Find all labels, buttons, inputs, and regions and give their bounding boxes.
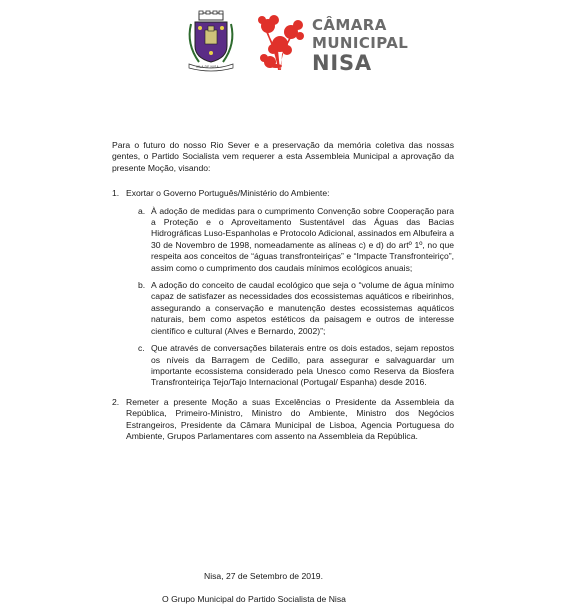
item-number: 2. [112, 396, 120, 407]
list-item [112, 397, 454, 443]
sub-item [138, 206, 454, 274]
municipality-brand [312, 16, 408, 74]
signature-line: O Grupo Municipal do Partido Socialista de Nisa [162, 594, 346, 604]
letterhead [0, 8, 583, 74]
place-and-date: Nisa, 27 de Setembro de 2019. [204, 571, 323, 581]
brand-line-camara: CÂMARA [312, 16, 387, 34]
brand-line-municipal: MUNICIPAL [312, 34, 409, 52]
item-text: Exortar o Governo Português/Ministério do Ambiente: [126, 188, 330, 199]
sub-item-letter: c. [138, 343, 145, 354]
crest-caption: VILA DE NISA [196, 65, 219, 69]
sub-item-letter: a. [138, 205, 146, 216]
sub-item [138, 343, 454, 389]
sub-item-text: Que através de conversações bilaterais entre os dois estados, sejam repostos os níveis da Barragem de Cedillo, para assegurar e salvaguardar um importante ecossistema considerado pela Unesco como Reserva da Biosfera Transfronteiriça Tejo/Tajo Internacional (Portugal/ Espanha) desde 2016. [151, 343, 454, 388]
sub-item-letter: b. [138, 280, 146, 291]
municipal-crest-icon [183, 10, 239, 72]
intro-paragraph: Para o futuro do nosso Rio Sever e a preservação da memória coletiva das nossas gentes, o Partido Socialista vem requerer a esta Assembleia Municipal a aprovação da presente Moção, visando: [112, 140, 454, 173]
brand-line-nisa: NISA [312, 51, 372, 75]
sub-item-text: À adoção de medidas para o cumprimento Convenção sobre Cooperação para a Proteção e o Aproveitamento Sustentável das Águas das Bacias Hidrográficas Luso-Espanholas e Protocolo Adicional, assinados em Albufeira a 30 de Novembro de 1998, nomeadamente as alíneas c) e d) do artº 1º, no que respeita aos conceitos de “águas transfronteiriças” e “Impacte Transfronteiriço”, assim como o cumprimento dos caudais mínimos ecológicos anuais; [151, 205, 454, 273]
motion-body [112, 140, 454, 450]
item-number: 1. [112, 188, 120, 199]
sub-item-text: A adoção do conceito de caudal ecológico que seja o “volume de água mínimo capaz de satisfazer as necessidades dos ecossistemas aquáticos e ribeirinhos, assegurando a conservação e manutenção destes ecossistemas aquáticos naturais, bem como aspetos estéticos da paisagem e outros de interesse científico e cultural (Alves e Bernardo, 2002)”; [151, 280, 454, 336]
sub-item [138, 280, 454, 337]
item-text: Remeter a presente Moção a suas Excelências o Presidente da Assembleia da República, Primeiro-Ministro, Ministro do Ambiente, Ministro dos Negócios Estrangeiros, Presidente da Câmara Municipal de Lisboa, Agencia Portuguesa do Ambiente, Grupos Parlamentares com assento na Assembleia da República. [126, 396, 454, 441]
list-item [112, 188, 454, 389]
sub-list [138, 206, 454, 389]
nisa-flower-logo-icon [256, 14, 306, 72]
